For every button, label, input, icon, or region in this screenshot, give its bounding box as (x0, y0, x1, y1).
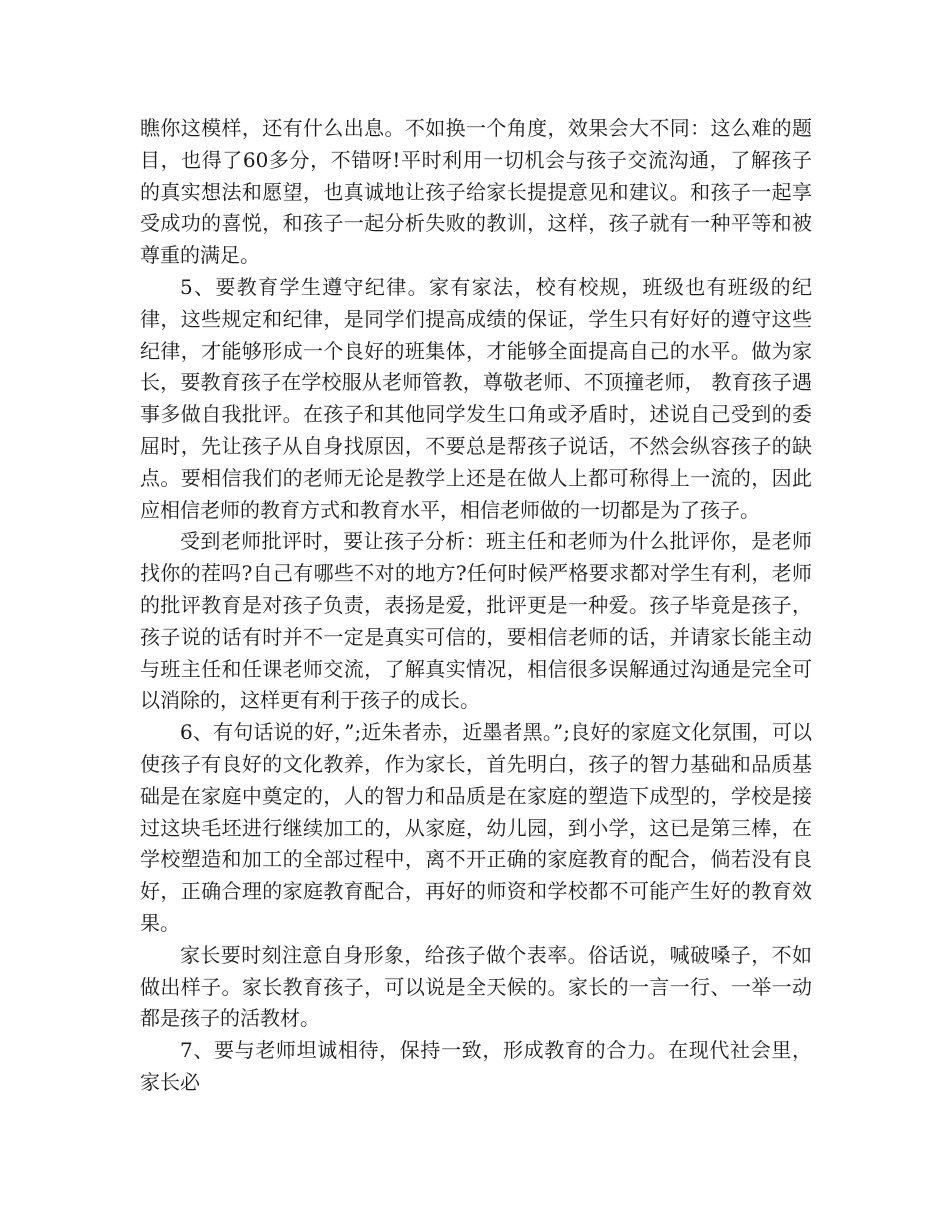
paragraph-item-5: 5、要教育学生遵守纪律。家有家法，校有校规，班级也有班级的纪律，这些规定和纪律，是同学们提高成绩的保证，学生只有好好的遵守这些纪律，才能够形成一个良好的班集体，才能够全面提高自己的水平。做为家长，要教育孩子在学校服从老师管教，尊敬老师、不顶撞老师， 教育孩子遇事多做自我批评。在孩子和其他同学发生口角或矛盾时，述说自己受到的委屈时，先让孩子从自身找原因，不要总是帮孩子说话，不然会纵容孩子的缺点。要相信我们的老师无论是教学上还是在做人上都可称得上一流的，因此应相信老师的教育方式和教育水平，相信老师做的一切都是为了孩子。 (140, 274, 812, 522)
paragraph-item-7: 7、要与老师坦诚相待，保持一致，形成教育的合力。在现代社会里，家长必 (140, 1038, 812, 1094)
paragraph-parent-example: 家长要时刻注意自身形象，给孩子做个表率。俗话说，喊破嗓子，不如做出样子。家长教育孩子，可以说是全天候的。家长的一言一行、一举一动都是孩子的活教材。 (140, 942, 812, 1031)
document-body (140, 113, 812, 1099)
paragraph-item-6: 6、有句话说的好，”;近朱者赤，近墨者黑。”;良好的家庭文化氛围，可以使孩子有良好的文化教养，作为家长，首先明白，孩子的智力基础和品质基础是在家庭中奠定的，人的智力和品质是在家庭的塑造下成型的，学校是接过这块毛坯进行继续加工的，从家庭，幼儿园，到小学，这已是第三棒，在学校塑造和加工的全部过程中，离不开正确的家庭教育的配合，倘若没有良好，正确合理的家庭教育配合，再好的师资和学校都不可能产生好的教育效果。 (140, 720, 812, 935)
paragraph-continuation: 瞧你这模样，还有什么出息。不如换一个角度，效果会大不同：这么难的题目，也得了60多分，不错呀!平时利用一切机会与孩子交流沟通，了解孩子的真实想法和愿望，也真诚地让孩子给家长提提意见和建议。和孩子一起享受成功的喜悦，和孩子一起分析失败的教训，这样，孩子就有一种平等和被尊重的满足。 (140, 116, 812, 268)
paragraph-teacher-criticism: 受到老师批评时，要让孩子分析：班主任和老师为什么批评你，是老师找你的茬吗?自己有哪些不对的地方?任何时候严格要求都对学生有利，老师的批评教育是对孩子负责，表扬是爱，批评更是一种爱。孩子毕竟是孩子，孩子说的话有时并不一定是真实可信的，要相信老师的话，并请家长能主动与班主任和任课老师交流，了解真实情况，相信很多误解通过沟通是完全可以消除的，这样更有利于孩子的成长。 (140, 529, 812, 713)
